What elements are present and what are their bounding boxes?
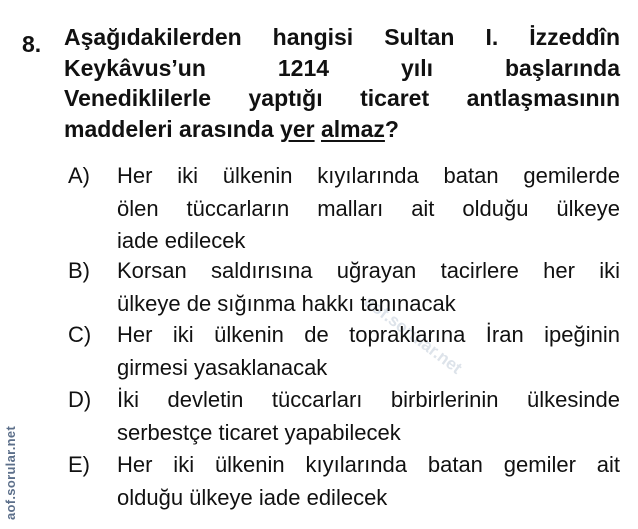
diagonal-watermark: aof.sorular.net (360, 292, 466, 378)
option-line: ölen tüccarların malları ait olduğu ülkeye (117, 195, 620, 221)
stem-underlined-word-2: almaz (320, 115, 385, 142)
option-text (117, 449, 620, 514)
option-line: İki devletin tüccarları birbirlerinin ülkesinde (117, 387, 620, 412)
option-letter: A) (68, 163, 90, 188)
option-text (117, 160, 620, 258)
option-letter: E) (68, 452, 90, 477)
option-line: iade edilecek (117, 228, 246, 253)
stem-line-3: Venediklilerle yaptığı ticaret antlaşmasının (64, 85, 620, 111)
option-letter: B) (68, 258, 90, 283)
option-line: Her iki ülkenin kıyılarında batan gemiler ait (117, 452, 620, 477)
stem-underlined-word-1: yer (280, 115, 315, 142)
stem-question-mark: ? (384, 115, 399, 142)
option-line: girmesi yasaklanacak (117, 354, 328, 380)
option-a[interactable] (68, 160, 620, 258)
option-c[interactable] (68, 319, 620, 384)
option-b[interactable] (68, 255, 620, 320)
stem-last-prefix: maddeleri arasında (64, 115, 281, 142)
option-letter: C) (68, 322, 92, 347)
option-line: ülkeye de sığınma hakkı tanınacak (117, 290, 456, 316)
option-letter: D) (68, 387, 92, 412)
option-line: Korsan saldırısına uğrayan tacirlere her iki (117, 258, 620, 283)
option-line: Her iki ülkenin de topraklarına İran ipeğinin (117, 322, 620, 347)
question-stem (64, 22, 620, 144)
stem-line-4 (64, 114, 620, 145)
option-d[interactable] (68, 384, 620, 449)
option-text (117, 384, 620, 449)
option-text (117, 255, 620, 320)
option-line: serbestçe ticaret yapabilecek (117, 419, 401, 445)
stem-line-1: Aşağıdakilerden hangisi Sultan I. İzzeddîn (64, 24, 620, 50)
option-line: Her iki ülkenin kıyılarında batan gemilerde (117, 163, 620, 188)
stem-line-2: Keykâvus’un 1214 yılı başlarında (64, 54, 620, 81)
option-e[interactable] (68, 449, 620, 514)
option-line: olduğu ülkeye iade edilecek (117, 484, 388, 510)
question-number: 8. (22, 31, 42, 57)
side-watermark: aof.sorular.net (3, 425, 18, 520)
option-text (117, 319, 620, 384)
